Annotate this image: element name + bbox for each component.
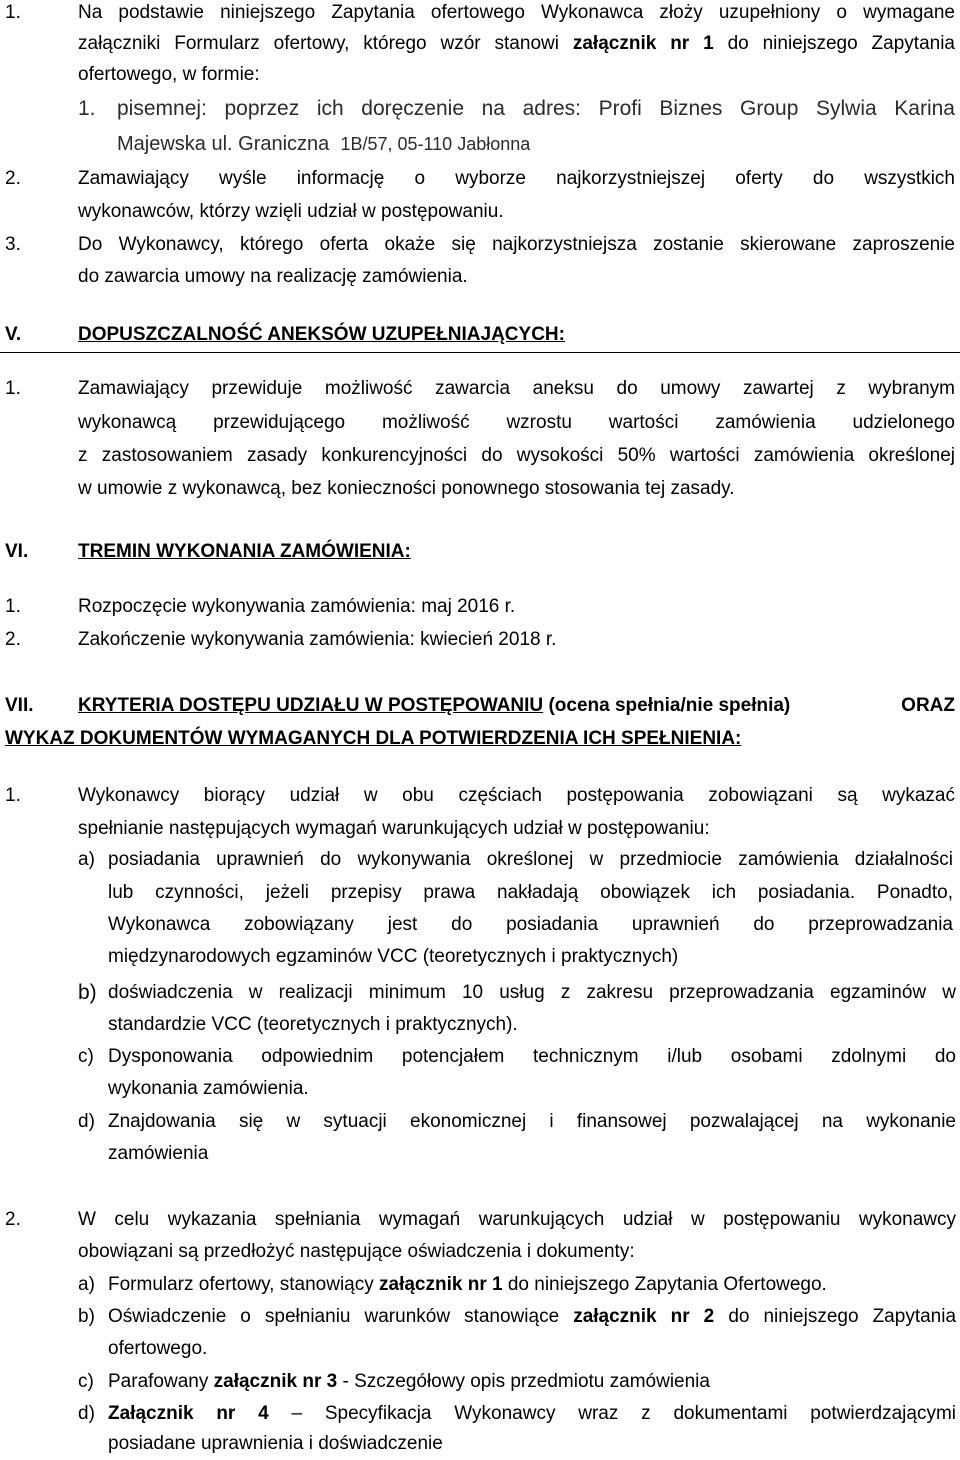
paragraph-line: Do Wykonawcy, którego oferta okaże się najkorzystniejsza zostanie skierowane zaproszenie: [78, 234, 955, 255]
section-title: TREMIN WYKONANIA ZAMÓWIENIA:: [78, 541, 411, 562]
list-item-line: Załącznik nr 4 – Specyfikacja Wykonawcy wraz z dokumentami potwierdzającymi: [108, 1403, 957, 1424]
list-item-line: wykonania zamówienia.: [108, 1078, 309, 1099]
paragraph-line: z zastosowaniem zasady konkurencyjności do wysokości 50% wartości zamówienia określonej: [78, 445, 955, 466]
list-label: b): [78, 1306, 95, 1327]
list-label: d): [78, 1403, 95, 1424]
item-number: 1.: [78, 97, 96, 120]
list-item-line: zamówienia: [108, 1143, 209, 1164]
sub-item-line: pisemnej: poprzez ich doręczenie na adres: Profi Biznes Group Sylwia Karina: [117, 97, 955, 120]
attachment-ref: Załącznik nr 4: [108, 1403, 269, 1424]
list-label: c): [78, 1371, 94, 1392]
item-number: 1.: [5, 378, 21, 399]
section-rule: [0, 352, 960, 353]
paragraph-line: Zamawiający przewiduje możliwość zawarcia aneksu do umowy zawartej z wybranym: [78, 378, 955, 399]
section-title: DOPUSZCZALNOŚĆ ANEKSÓW UZUPEŁNIAJĄCYCH:: [78, 324, 565, 345]
list-item: Rozpoczęcie wykonywania zamówienia: maj 2016 r.: [78, 596, 516, 617]
section-number: VI.: [5, 541, 29, 562]
list-label: a): [78, 849, 95, 870]
list-item: Zakończenie wykonywania zamówienia: kwiecień 2018 r.: [78, 629, 557, 650]
section-number: V.: [5, 324, 22, 345]
list-item-line: posiadane uprawnienia i doświadczenie: [108, 1433, 443, 1454]
list-item-line: Dysponowania odpowiednim potencjałem technicznym i/lub osobami zdolnymi do: [108, 1046, 956, 1067]
sub-item-line: Majewska ul. Graniczna 1B/57, 05-110 Jabłonna: [117, 133, 531, 155]
attachment-ref: załącznik nr 2: [573, 1306, 715, 1327]
section-title: KRYTERIA DOSTĘPU UDZIAŁU W POSTĘPOWANIU (ocena spełnia/nie spełnia) ORAZ: [78, 695, 955, 716]
paragraph-line: W celu wykazania spełniania wymagań warunkujących udział w postępowaniu wykonawcy: [78, 1209, 956, 1230]
list-item-line: Formularz ofertowy, stanowiący załącznik nr 1 do niniejszego Zapytania Ofertowego.: [108, 1274, 827, 1295]
attachment-ref: załącznik nr 3: [213, 1371, 338, 1392]
list-item-line: Oświadczenie o spełnianiu warunków stanowiące załącznik nr 2 do niniejszego Zapytania: [108, 1306, 957, 1327]
item-number: 2.: [5, 168, 21, 189]
item-number: 2.: [5, 1209, 21, 1230]
paragraph-line: do zawarcia umowy na realizację zamówienia.: [78, 266, 468, 287]
attachment-ref: załącznik nr 1: [379, 1274, 503, 1295]
paragraph-line: Zamawiający wyśle informację o wyborze najkorzystniejszej oferty do wszystkich: [78, 168, 955, 189]
attachment-ref: załącznik nr 1: [572, 33, 714, 54]
list-label: b): [78, 981, 97, 1004]
list-item-line: ofertowego.: [108, 1338, 208, 1359]
paragraph-line: Wykonawcy biorący udział w obu częściach postępowania zobowiązani są wykazać: [78, 785, 955, 806]
list-item-line: standardzie VCC (teoretycznych i praktycznych).: [108, 1014, 518, 1035]
list-item-line: Znajdowania się w sytuacji ekonomicznej i finansowej pozwalającej na wykonanie: [108, 1111, 956, 1132]
list-item-line: międzynarodowych egzaminów VCC (teoretycznych i praktycznych): [108, 946, 679, 967]
list-item-line: doświadczenia w realizacji minimum 10 usług z zakresu przeprowadzania egzaminów w: [108, 982, 956, 1003]
intro-line: ofertowego, w formie:: [78, 64, 260, 85]
item-number: 1.: [5, 785, 21, 806]
paragraph-line: wykonawcą przewidującego możliwość wzrostu wartości zamówienia udzielonego: [78, 412, 955, 433]
list-item-line: lub czynności, jeżeli przepisy prawa nakładają obowiązek ich posiadania. Ponadto,: [108, 882, 953, 903]
item-number: 2.: [5, 629, 21, 650]
list-label: c): [78, 1046, 94, 1067]
list-item-line: Parafowany załącznik nr 3 - Szczegółowy opis przedmiotu zamówienia: [108, 1371, 710, 1392]
intro-line: załączniki Formularz ofertowy, którego wzór stanowi załącznik nr 1 do niniejszego Zapytania: [78, 33, 955, 54]
paragraph-line: spełnianie następujących wymagań warunkujących udział w postępowaniu:: [78, 818, 710, 839]
item-number: 1.: [5, 2, 21, 23]
intro-line: Na podstawie niniejszego Zapytania ofertowego Wykonawca złoży uzupełniony o wymagane: [78, 2, 955, 23]
paragraph-line: w umowie z wykonawcą, bez konieczności ponownego stosowania tej zasady.: [78, 478, 735, 499]
item-number: 1.: [5, 596, 21, 617]
paragraph-line: obowiązani są przedłożyć następujące oświadczenia i dokumenty:: [78, 1241, 635, 1262]
list-item-line: Wykonawca zobowiązany jest do posiadania uprawnień do przeprowadzania: [108, 914, 953, 935]
item-number: 3.: [5, 234, 21, 255]
section-title-cont: WYKAZ DOKUMENTÓW WYMAGANYCH DLA POTWIERDZENIA ICH SPEŁNIENIA:: [5, 728, 742, 749]
section-number: VII.: [5, 695, 34, 716]
list-item-line: posiadania uprawnień do wykonywania określonej w przedmiocie zamówienia działalności: [108, 849, 953, 870]
paragraph-line: wykonawców, którzy wzięli udział w postępowaniu.: [78, 201, 504, 222]
list-label: d): [78, 1111, 95, 1132]
list-label: a): [78, 1274, 95, 1295]
